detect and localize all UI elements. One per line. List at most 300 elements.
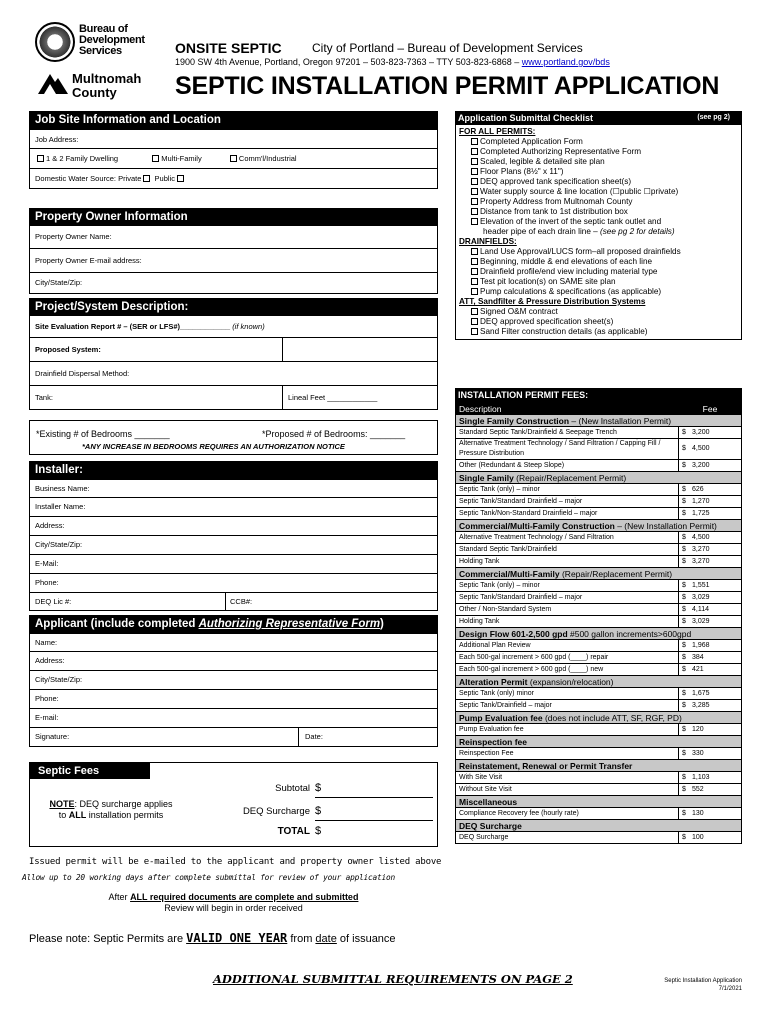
fee-amount-cell <box>679 640 742 652</box>
fee-currency: $ <box>682 749 686 757</box>
drainfield-method-field[interactable] <box>29 362 438 386</box>
total-field[interactable] <box>315 825 433 841</box>
fee-section-header <box>456 676 742 688</box>
valid-notice <box>29 931 396 945</box>
checklist-title: Application Submittal Checklist <box>458 113 594 123</box>
valid-date: date <box>315 933 337 945</box>
fee-currency: $ <box>682 557 686 565</box>
fee-section-title <box>456 712 742 724</box>
subtotal-field[interactable] <box>315 782 433 798</box>
att-list <box>459 307 738 337</box>
applicant-address-field[interactable] <box>29 652 438 671</box>
fee-table-section <box>455 388 742 844</box>
att-checkbox[interactable] <box>471 318 478 325</box>
fee-currency: $ <box>682 653 686 661</box>
fee-section-title <box>456 568 742 580</box>
fee-amount-cell <box>679 484 742 496</box>
fee-section-title-text: Pump Evaluation fee <box>459 712 543 723</box>
all-cont-text: header pipe of each drain line – <box>483 227 600 236</box>
all-permits-checkbox[interactable] <box>471 178 478 185</box>
fee-section-header <box>456 628 742 640</box>
owner-name-label: Property Owner Name: <box>35 232 112 241</box>
fee-row <box>456 688 742 700</box>
fee-section-title-text: Reinstatement, Renewal or Permit Transfer <box>459 760 633 771</box>
att-checkbox[interactable] <box>471 328 478 335</box>
fee-section-title <box>456 760 742 772</box>
fee-description: Septic Tank/Standard Drainfield – major <box>456 592 679 604</box>
fee-currency: $ <box>682 533 686 541</box>
fee-description: Holding Tank <box>456 556 679 568</box>
fee-section-title-text: DEQ Surcharge <box>459 820 522 831</box>
bedroom-notice: *ANY INCREASE IN BEDROOMS REQUIRES AN AUTHORIZATION NOTICE <box>82 442 345 451</box>
proposed-system-label: Proposed System: <box>35 345 101 354</box>
fee-currency: $ <box>682 593 686 601</box>
owner-heading: Property Owner Information <box>29 208 438 226</box>
bds-logo-line3: Services <box>79 45 122 57</box>
fee-currency: $ <box>682 773 686 781</box>
valid-post: of issuance <box>336 933 396 945</box>
all-permits-checkbox[interactable] <box>471 138 478 145</box>
additional-requirements: ADDITIONAL SUBMITTAL REQUIREMENTS ON PAGE 2 <box>213 972 573 986</box>
fee-amount: 3,029 <box>692 617 710 625</box>
installer-phone-field[interactable] <box>29 574 438 593</box>
all-permits-checkbox[interactable] <box>471 158 478 165</box>
drainfield-checkbox[interactable] <box>471 268 478 275</box>
all-items-continuation <box>459 227 738 237</box>
multnomah-county-logo <box>38 70 148 104</box>
fee-amount: 4,114 <box>692 605 709 613</box>
form-name: Septic Installation Application <box>664 978 742 984</box>
fee-currency: $ <box>682 689 686 697</box>
fee-section-title-text: Single Family <box>459 472 514 483</box>
website-link[interactable]: www.portland.gov/bds <box>521 57 610 67</box>
if-known-label: (if known) <box>232 322 265 331</box>
fee-amount: 120 <box>692 725 704 733</box>
all-permits-item <box>459 207 738 217</box>
county-logo-line1: Multnomah <box>72 71 142 86</box>
installer-email-field[interactable] <box>29 555 438 574</box>
fee-amount-cell <box>679 427 742 439</box>
dwelling-commercial-checkbox[interactable] <box>230 155 237 162</box>
installer-address-label: Address: <box>35 521 65 530</box>
all-permits-item <box>459 167 738 177</box>
fee-description: Septic Tank (only) – minor <box>456 580 679 592</box>
proposed-divider <box>282 338 283 361</box>
fee-section-header <box>456 472 742 484</box>
license-divider <box>225 593 226 610</box>
fee-amount-cell <box>679 592 742 604</box>
form-date: 7/1/2021 <box>718 986 742 992</box>
all-cont-italic: (see pg 2 for details) <box>599 227 675 236</box>
att-label: DEQ approved specification sheet(s) <box>480 317 614 326</box>
fee-description: DEQ Surcharge <box>456 832 679 844</box>
deq-surcharge-label: DEQ Surcharge <box>242 806 310 817</box>
all-permits-checkbox[interactable] <box>471 218 478 225</box>
all-permits-item <box>459 217 738 227</box>
fee-description: With Site Visit <box>456 772 679 784</box>
fee-currency: $ <box>682 665 686 673</box>
fee-section-note: – (New Installation Permit) <box>569 415 672 426</box>
att-checkbox[interactable] <box>471 308 478 315</box>
fee-currency: $ <box>682 701 686 709</box>
att-item <box>459 327 738 337</box>
fee-row <box>456 808 742 820</box>
fee-row <box>456 784 742 796</box>
att-label: Signed O&M contract <box>480 307 558 316</box>
fee-amount: 421 <box>692 665 704 673</box>
dwelling-commercial-label: Comm'l/Industrial <box>238 154 297 163</box>
fee-amount: 3,270 <box>692 545 710 553</box>
owner-city-label: City/State/Zip: <box>35 278 83 287</box>
job-site-section <box>29 111 438 189</box>
water-private-checkbox[interactable] <box>143 175 150 182</box>
all-permits-item <box>459 137 738 147</box>
drainfield-item <box>459 247 738 257</box>
fee-description: Septic Tank/Drainfield – major <box>456 700 679 712</box>
fee-amount: 1,675 <box>692 689 710 697</box>
fee-currency: $ <box>682 581 686 589</box>
owner-email-field[interactable] <box>29 249 438 273</box>
agency-name: City of Portland – Bureau of Development Services <box>312 41 583 55</box>
fee-section-header <box>456 760 742 772</box>
after-pre: After <box>108 892 131 902</box>
all-permits-label: Property Address from Multnomah County <box>480 197 633 206</box>
fee-section-title <box>456 628 742 640</box>
fee-amount-cell <box>679 604 742 616</box>
checklist-section <box>455 111 742 340</box>
fee-section-title <box>456 520 742 532</box>
all-permits-checkbox[interactable] <box>471 188 478 195</box>
subtotal-label: Subtotal <box>275 783 310 794</box>
review-notice: Review will begin in order received <box>164 903 303 913</box>
dwelling-1-2-family-label: 1 & 2 Family Dwelling <box>46 154 119 163</box>
fee-amount-cell <box>679 556 742 568</box>
fee-amount: 552 <box>692 785 704 793</box>
fee-currency: $ <box>682 833 686 841</box>
dwelling-1-2-family-checkbox[interactable] <box>37 155 44 162</box>
fee-description: Each 500-gal increment > 600 gpd (____) new <box>456 664 679 676</box>
fee-currency: $ <box>682 725 686 733</box>
fee-row <box>456 544 742 556</box>
all-permits-checkbox[interactable] <box>471 198 478 205</box>
owner-name-field[interactable] <box>29 226 438 249</box>
project-heading: Project/System Description: <box>29 298 438 316</box>
fee-amount: 3,200 <box>692 461 710 469</box>
att-heading: ATT, Sandfilter & Pressure Distribution Systems <box>459 297 646 306</box>
all-permits-label: Floor Plans (8½" x 11") <box>480 167 564 176</box>
fee-section-header <box>456 568 742 580</box>
fee-currency: $ <box>682 428 686 436</box>
fee-table <box>455 402 742 844</box>
applicant-city-label: City/State/Zip: <box>35 675 83 684</box>
fee-row <box>456 496 742 508</box>
deq-surcharge-field[interactable] <box>315 805 433 821</box>
fee-description: Septic Tank/Standard Drainfield – major <box>456 496 679 508</box>
fee-amount-cell <box>679 460 742 472</box>
drainfield-label: Land Use Approval/LUCS form–all proposed drainfields <box>480 247 681 256</box>
all-permits-heading: FOR ALL PERMITS: <box>459 127 536 136</box>
fee-currency: $ <box>682 605 686 613</box>
fee-section-header <box>456 415 742 427</box>
installer-address-field[interactable] <box>29 517 438 536</box>
fee-section-note: (Repair/Replacement Permit) <box>513 472 627 483</box>
note-text: : DEQ surcharge applies <box>74 799 173 809</box>
fee-amount-cell <box>679 724 742 736</box>
installer-city-field[interactable] <box>29 536 438 555</box>
all-permits-list <box>459 137 738 227</box>
total-currency: $ <box>315 825 322 837</box>
fee-amount-cell <box>679 688 742 700</box>
fee-row <box>456 832 742 844</box>
applicant-city-field[interactable] <box>29 671 438 690</box>
water-source-row <box>29 169 438 189</box>
fee-amount: 1,968 <box>692 641 710 649</box>
mountain-icon <box>38 72 68 94</box>
drainfield-checkbox[interactable] <box>471 278 478 285</box>
att-label: Sand Filter construction details (as applicable) <box>480 327 648 336</box>
all-permits-label: Distance from tank to 1st distribution box <box>480 207 628 216</box>
applicant-email-label: E-mail: <box>35 713 59 722</box>
fee-amount-cell <box>679 652 742 664</box>
bds-logo-line2: Development <box>79 34 145 46</box>
program-name: ONSITE SEPTIC <box>175 40 282 56</box>
fee-section-title-text: Alteration Permit <box>459 676 528 687</box>
fee-description: Septic Tank (only) minor <box>456 688 679 700</box>
col-fee: Fee <box>679 403 742 415</box>
all-permits-label: Scaled, legible & detailed site plan <box>480 157 605 166</box>
proposed-system-field[interactable] <box>29 338 438 362</box>
all-permits-label: DEQ approved tank specification sheet(s) <box>480 177 632 186</box>
septic-fees-heading: Septic Fees <box>30 763 150 779</box>
fee-currency: $ <box>682 485 686 493</box>
applicant-section <box>29 615 438 747</box>
fee-section-header <box>456 520 742 532</box>
owner-city-field[interactable] <box>29 273 438 294</box>
subtotal-currency: $ <box>315 782 322 794</box>
fee-section-note: (does not include ATT, SF, RGF, PD) <box>542 712 682 723</box>
fee-amount-cell <box>679 496 742 508</box>
existing-bedrooms-label: *Existing # of Bedrooms _______ <box>36 429 170 439</box>
site-eval-label: Site Evaluation Report # – (SER or LFS#)____________ <box>35 322 231 331</box>
fee-row <box>456 664 742 676</box>
tank-divider <box>282 386 283 409</box>
fee-description: Standard Septic Tank/Drainfield <box>456 544 679 556</box>
bds-logo-line1: Bureau of <box>79 23 128 35</box>
installer-license-row[interactable] <box>29 593 438 611</box>
water-public-label: Public <box>154 174 175 183</box>
form-footer <box>640 977 742 993</box>
fee-amount: 3,285 <box>692 701 710 709</box>
fee-amount-cell <box>679 784 742 796</box>
fee-currency: $ <box>682 445 686 452</box>
fee-amount: 626 <box>692 485 704 493</box>
fee-section-title <box>456 472 742 484</box>
fee-row <box>456 484 742 496</box>
applicant-signature-row[interactable] <box>29 728 438 747</box>
fee-amount-cell <box>679 508 742 520</box>
fee-currency: $ <box>682 617 686 625</box>
installer-heading: Installer: <box>29 461 438 479</box>
fee-amount-cell <box>679 700 742 712</box>
fee-amount-cell <box>679 748 742 760</box>
fee-amount: 1,725 <box>692 509 710 517</box>
fee-amount-cell <box>679 664 742 676</box>
city-seal-icon <box>35 22 75 62</box>
site-eval-field[interactable] <box>29 316 438 338</box>
fee-table-header <box>456 403 742 415</box>
fee-currency: $ <box>682 497 686 505</box>
fee-section-title-text: Commercial/Multi-Family <box>459 568 560 579</box>
bedrooms-box[interactable] <box>29 420 438 455</box>
all-permits-label: Completed Application Form <box>480 137 583 146</box>
fee-amount-cell <box>679 616 742 628</box>
fee-row <box>456 592 742 604</box>
fee-description: Without Site Visit <box>456 784 679 796</box>
fee-description: Alternative Treatment Technology / Sand Filtration <box>456 532 679 544</box>
fee-row <box>456 460 742 472</box>
date-label: Date: <box>305 732 323 741</box>
fee-section-note: – (New Installation Permit) <box>614 520 717 531</box>
fee-section-title-text: Miscellaneous <box>459 796 518 807</box>
fee-amount-cell <box>679 808 742 820</box>
applicant-heading-suffix: ) <box>380 618 384 630</box>
address-text: 1900 SW 4th Avenue, Portland, Oregon 97201 – 503-823-7363 – TTY 503-823-6868 – <box>175 57 522 67</box>
drainfield-item <box>459 287 738 297</box>
water-public-checkbox[interactable] <box>177 175 184 182</box>
fee-description: Reinspection Fee <box>456 748 679 760</box>
applicant-heading-prefix: Applicant (include completed <box>35 618 199 630</box>
all-permits-checkbox[interactable] <box>471 168 478 175</box>
applicant-heading <box>29 615 438 633</box>
job-address-field[interactable] <box>29 129 438 149</box>
drainfield-checkbox[interactable] <box>471 288 478 295</box>
signature-divider <box>298 728 299 746</box>
fee-amount: 4,500 <box>692 445 710 452</box>
fee-row <box>456 427 742 439</box>
fee-currency: $ <box>682 785 686 793</box>
fee-section-note: (Repair/Replacement Permit) <box>559 568 673 579</box>
county-logo-line2: County <box>72 85 117 100</box>
deq-surcharge-note <box>36 799 186 821</box>
checklist-see-page: (see pg 2) <box>697 114 730 121</box>
fee-amount: 330 <box>692 749 704 757</box>
applicant-name-field[interactable] <box>29 633 438 652</box>
drainfield-label: Beginning, middle & end elevations of each line <box>480 257 653 266</box>
authorizing-form-link[interactable]: Authorizing Representative Form <box>198 618 381 630</box>
fee-row <box>456 604 742 616</box>
fee-row <box>456 700 742 712</box>
drainfield-label: Test pit location(s) on SAME site plan <box>480 277 616 286</box>
fee-description: Each 500-gal increment > 600 gpd (____) repair <box>456 652 679 664</box>
tank-field[interactable] <box>29 386 438 410</box>
fee-currency: $ <box>682 509 686 517</box>
fee-section-note: (expansion/relocation) <box>527 676 614 687</box>
fee-amount: 384 <box>692 653 704 661</box>
applicant-email-field[interactable] <box>29 709 438 728</box>
all-permits-checkbox[interactable] <box>471 208 478 215</box>
fee-amount: 1,551 <box>692 581 710 589</box>
valid-bold: VALID ONE YEAR <box>186 931 288 945</box>
applicant-phone-field[interactable] <box>29 690 438 709</box>
fee-row <box>456 748 742 760</box>
fee-description: Other / Non-Standard System <box>456 604 679 616</box>
all-permits-label: Completed Authorizing Representative Form <box>480 147 642 156</box>
deq-currency: $ <box>315 805 322 817</box>
drainfield-checkbox[interactable] <box>471 258 478 265</box>
fee-section-title <box>456 415 742 427</box>
fee-section-header <box>456 820 742 832</box>
fee-amount: 3,200 <box>692 428 710 436</box>
all-permits-checkbox[interactable] <box>471 148 478 155</box>
installer-name-label: Installer Name: <box>35 502 86 511</box>
fee-section-title <box>456 796 742 808</box>
fee-section-header <box>456 712 742 724</box>
applicant-address-label: Address: <box>35 656 65 665</box>
applicant-phone-label: Phone: <box>35 694 59 703</box>
drainfields-heading: DRAINFIELDS: <box>459 237 517 246</box>
dwelling-multi-family-checkbox[interactable] <box>152 155 159 162</box>
valid-mid: from <box>287 933 316 945</box>
fee-section-title-text: Design Flow 601-2,500 gpd <box>459 628 568 639</box>
fee-amount-cell <box>679 772 742 784</box>
fee-row <box>456 532 742 544</box>
drainfields-list <box>459 247 738 297</box>
fee-amount-cell <box>679 544 742 556</box>
drainfield-label: Pump calculations & specifications (as applicable) <box>480 287 662 296</box>
deq-lic-label: DEQ Lic #: <box>35 597 72 606</box>
fee-description: Pump Evaluation fee <box>456 724 679 736</box>
all-permits-label: Water supply source & line location (☐public ☐private) <box>480 187 679 196</box>
agency-address <box>175 57 610 67</box>
fee-amount: 4,500 <box>692 533 710 541</box>
installer-business-field[interactable] <box>29 479 438 498</box>
note-all: ALL <box>68 810 87 820</box>
fee-section-title <box>456 676 742 688</box>
total-label: TOTAL <box>277 826 310 837</box>
fee-description: Standard Septic Tank/Drainfield & Seepage Trench <box>456 427 679 439</box>
installer-name-field[interactable] <box>29 498 438 517</box>
fee-row <box>456 772 742 784</box>
att-item <box>459 307 738 317</box>
job-address-label: Job Address: <box>35 135 79 144</box>
note-label: NOTE <box>49 799 75 809</box>
linear-feet-label: Lineal Feet ____________ <box>288 393 378 402</box>
fee-currency: $ <box>682 461 686 469</box>
fee-table-heading: INSTALLATION PERMIT FEES: <box>455 388 742 402</box>
fee-amount-cell <box>679 832 742 844</box>
dwelling-type-row <box>29 149 438 169</box>
att-item <box>459 317 738 327</box>
fee-amount: 3,270 <box>692 557 710 565</box>
fee-description: Other (Redundant & Steep Slope) <box>456 460 679 472</box>
fee-amount: 1,270 <box>692 497 710 505</box>
all-permits-item <box>459 147 738 157</box>
ccb-label: CCB#: <box>230 597 253 606</box>
applicant-name-label: Name: <box>35 638 58 647</box>
installer-business-label: Business Name: <box>35 484 90 493</box>
fee-row <box>456 556 742 568</box>
septic-fees-box <box>29 762 438 847</box>
fee-amount: 3,029 <box>692 593 710 601</box>
after-bold: ALL required documents are complete and submitted <box>130 892 359 902</box>
all-permits-item <box>459 177 738 187</box>
drainfield-checkbox[interactable] <box>471 248 478 255</box>
fee-section-title <box>456 736 742 748</box>
fee-row <box>456 439 742 460</box>
fee-amount: 130 <box>692 809 704 817</box>
note-text2-pre: to <box>58 810 69 820</box>
fee-description: Septic Tank (only) – minor <box>456 484 679 496</box>
